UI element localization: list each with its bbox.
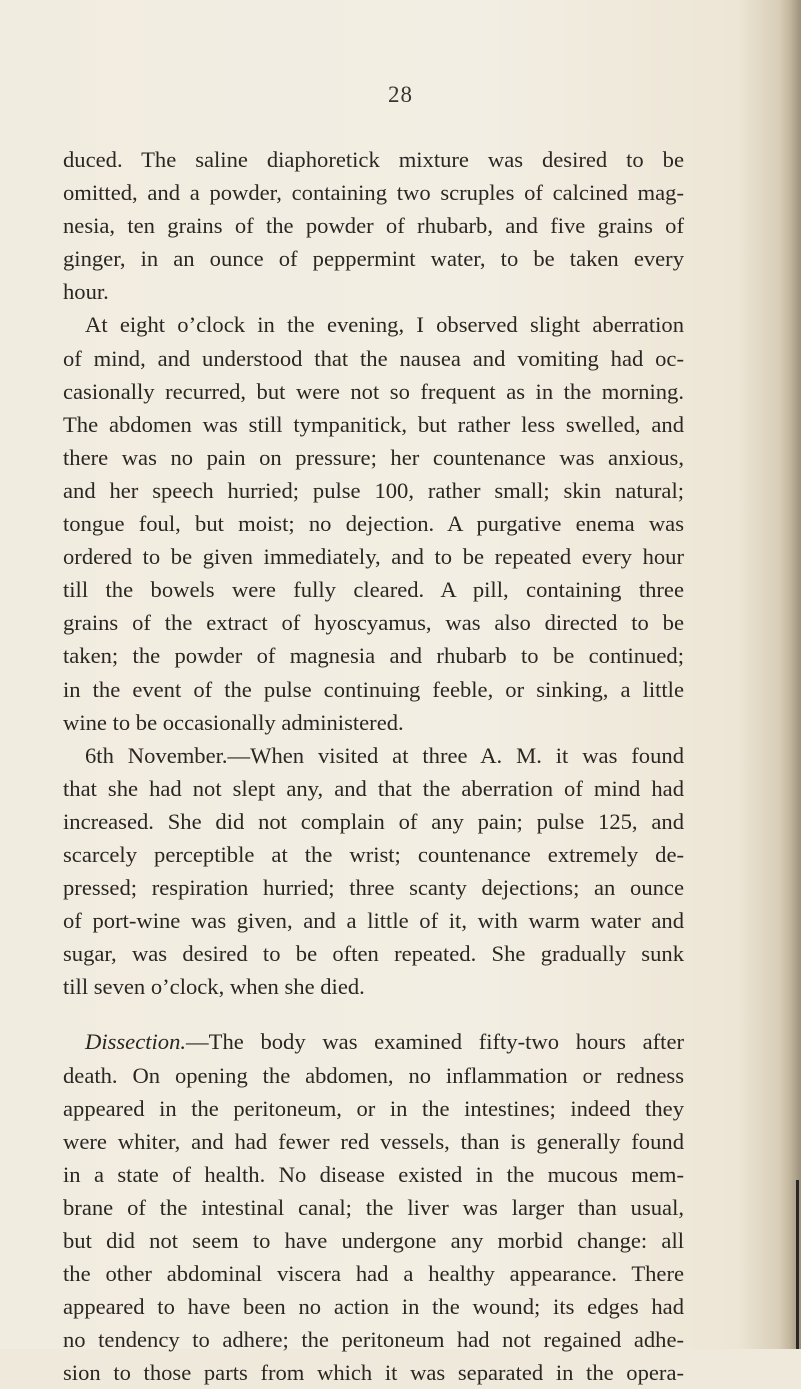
text-line: that she had not slept any, and that the aberration of mind had bbox=[63, 775, 684, 801]
paragraph-dissection bbox=[63, 1025, 684, 1389]
text-line: in the event of the pulse continuing feeble, or sinking, a little bbox=[63, 676, 684, 702]
text-line: duced. The saline diaphoretick mixture was desired to be bbox=[63, 147, 684, 172]
paragraph bbox=[63, 739, 684, 1004]
page-number: 28 bbox=[388, 82, 413, 107]
text-line: increased. She did not complain of any pain; pulse 125, and bbox=[63, 808, 684, 834]
text-line: wine to be occasionally administered. bbox=[63, 709, 404, 735]
text-line: in a state of health. No disease existed in the mucous mem- bbox=[63, 1161, 684, 1187]
text-line: ginger, in an ounce of peppermint water, to be taken every bbox=[63, 246, 684, 272]
page-edge-shadow bbox=[779, 0, 801, 1349]
text-line: and her speech hurried; pulse 100, rather small; skin natural; bbox=[63, 477, 684, 503]
text-line: of port-wine was given, and a little of it, with warm water and bbox=[63, 908, 684, 934]
text-line bbox=[63, 1025, 684, 1058]
text-line: casionally recurred, but were not so frequent as in the morning. bbox=[63, 378, 684, 404]
text-line: hour. bbox=[63, 279, 109, 305]
text-line: appeared to have been no action in the wound; its edges had bbox=[63, 1294, 684, 1320]
paragraph-gap bbox=[63, 1003, 684, 1025]
text-line: no tendency to adhere; the peritoneum had not regained adhe- bbox=[63, 1327, 684, 1353]
text-line: of mind, and understood that the nausea and vomiting had oc- bbox=[63, 345, 684, 371]
text-line: pressed; respiration hurried; three scanty dejections; an ounce bbox=[63, 875, 684, 901]
text-line: the other abdominal viscera had a healthy appearance. There bbox=[63, 1261, 684, 1287]
text-line: sugar, was desired to be often repeated. She gradually sunk bbox=[63, 941, 684, 967]
text-line: brane of the intestinal canal; the liver was larger than usual, bbox=[63, 1194, 684, 1220]
text-line: The abdomen was still tympanitick, but rather less swelled, and bbox=[63, 411, 684, 437]
text-line: but did not seem to have undergone any morbid change: all bbox=[63, 1228, 684, 1253]
text-line: ordered to be given immediately, and to be repeated every hour bbox=[63, 544, 684, 570]
page-edge-binding bbox=[796, 1180, 799, 1349]
text-line: were whiter, and had fewer red vessels, than is generally found bbox=[63, 1128, 684, 1154]
text-line-rest: —The body was examined fifty-two hours after bbox=[186, 1029, 684, 1055]
text-line: grains of the extract of hyoscyamus, was also directed to be bbox=[63, 610, 684, 636]
text-line: 6th November.—When visited at three A. M. it was found bbox=[85, 742, 684, 768]
paragraph bbox=[63, 143, 684, 308]
text-line: tongue foul, but moist; no dejection. A purgative enema was bbox=[63, 511, 684, 537]
text-line: omitted, and a powder, containing two scruples of calcined mag- bbox=[63, 180, 684, 206]
text-line: death. On opening the abdomen, no inflammation or redness bbox=[63, 1062, 684, 1088]
section-lead: Dissection. bbox=[85, 1029, 187, 1055]
text-line: sion to those parts from which it was separated in the opera- bbox=[63, 1360, 684, 1386]
body-text bbox=[63, 143, 684, 1389]
text-line: taken; the powder of magnesia and rhubarb to be continued; bbox=[63, 643, 684, 669]
text-line: there was no pain on pressure; her countenance was anxious, bbox=[63, 444, 684, 470]
text-line: scarcely perceptible at the wrist; countenance extremely de- bbox=[63, 841, 684, 867]
text-line: nesia, ten grains of the powder of rhubarb, and five grains of bbox=[63, 213, 684, 239]
paragraph bbox=[63, 308, 684, 738]
text-line: till the bowels were fully cleared. A pill, containing three bbox=[63, 577, 684, 603]
text-line: At eight o’clock in the evening, I observed slight aberration bbox=[85, 312, 684, 338]
text-line: appeared in the peritoneum, or in the intestines; indeed they bbox=[63, 1095, 684, 1121]
text-line: till seven o’clock, when she died. bbox=[63, 974, 365, 1000]
